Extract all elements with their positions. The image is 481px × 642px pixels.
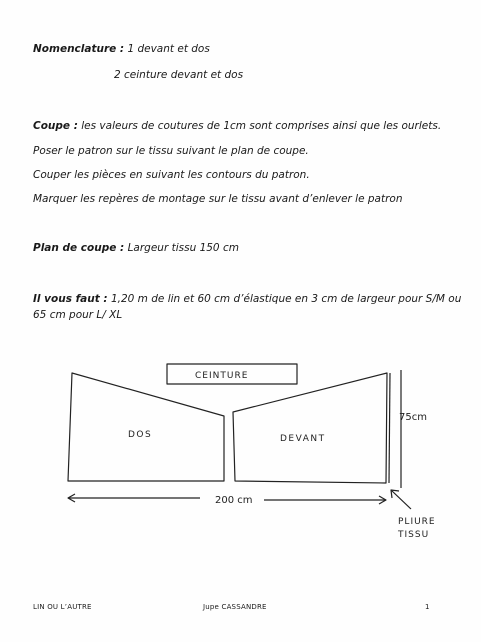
- il-vous-faut-text-2: 65 cm pour L/ XL: [33, 309, 123, 321]
- plan-text: Largeur tissu 150 cm: [127, 242, 239, 254]
- height-label: 75cm: [399, 412, 427, 423]
- dos-label: DOS: [128, 430, 153, 440]
- devant-label: DEVANT: [280, 434, 326, 444]
- nomenclature-text-1: 1 devant et dos: [127, 43, 210, 55]
- tissu-label: TISSU: [398, 530, 430, 540]
- plan-label: Plan de coupe :: [33, 242, 125, 254]
- coupe-label: Coupe :: [33, 120, 78, 132]
- il-vous-faut-text-1: 1,20 m de lin et 60 cm d’élastique en 3 cm de largeur pour S/M ou: [110, 293, 462, 305]
- ceinture-label: CEINTURE: [195, 371, 249, 381]
- pliure-arrow-line: [391, 490, 411, 509]
- footer-page-number: 1: [425, 603, 430, 611]
- footer-left: LIN OU L’AUTRE: [33, 603, 92, 611]
- pliure-label: PLIURE: [398, 517, 436, 527]
- nomenclature-text-2: 2 ceinture devant et dos: [114, 69, 244, 81]
- dos-piece: [68, 373, 224, 481]
- fold-edge-line: [389, 373, 390, 483]
- devant-piece: [233, 373, 387, 483]
- coupe-text-1: les valeurs de coutures de 1cm sont comprises ainsi que les ourlets.: [81, 120, 442, 132]
- il-vous-faut-label: Il vous faut :: [33, 293, 108, 305]
- footer-center: Jupe CASSANDRE: [203, 603, 267, 611]
- coupe-text-3: Couper les pièces en suivant les contours du patron.: [33, 169, 310, 181]
- coupe-text-4: Marquer les repères de montage sur le tissu avant d’enlever le patron: [33, 193, 403, 205]
- nomenclature-label: Nomenclature :: [33, 43, 125, 55]
- coupe-text-2: Poser le patron sur le tissu suivant le plan de coupe.: [33, 145, 309, 157]
- width-label: 200 cm: [215, 495, 253, 506]
